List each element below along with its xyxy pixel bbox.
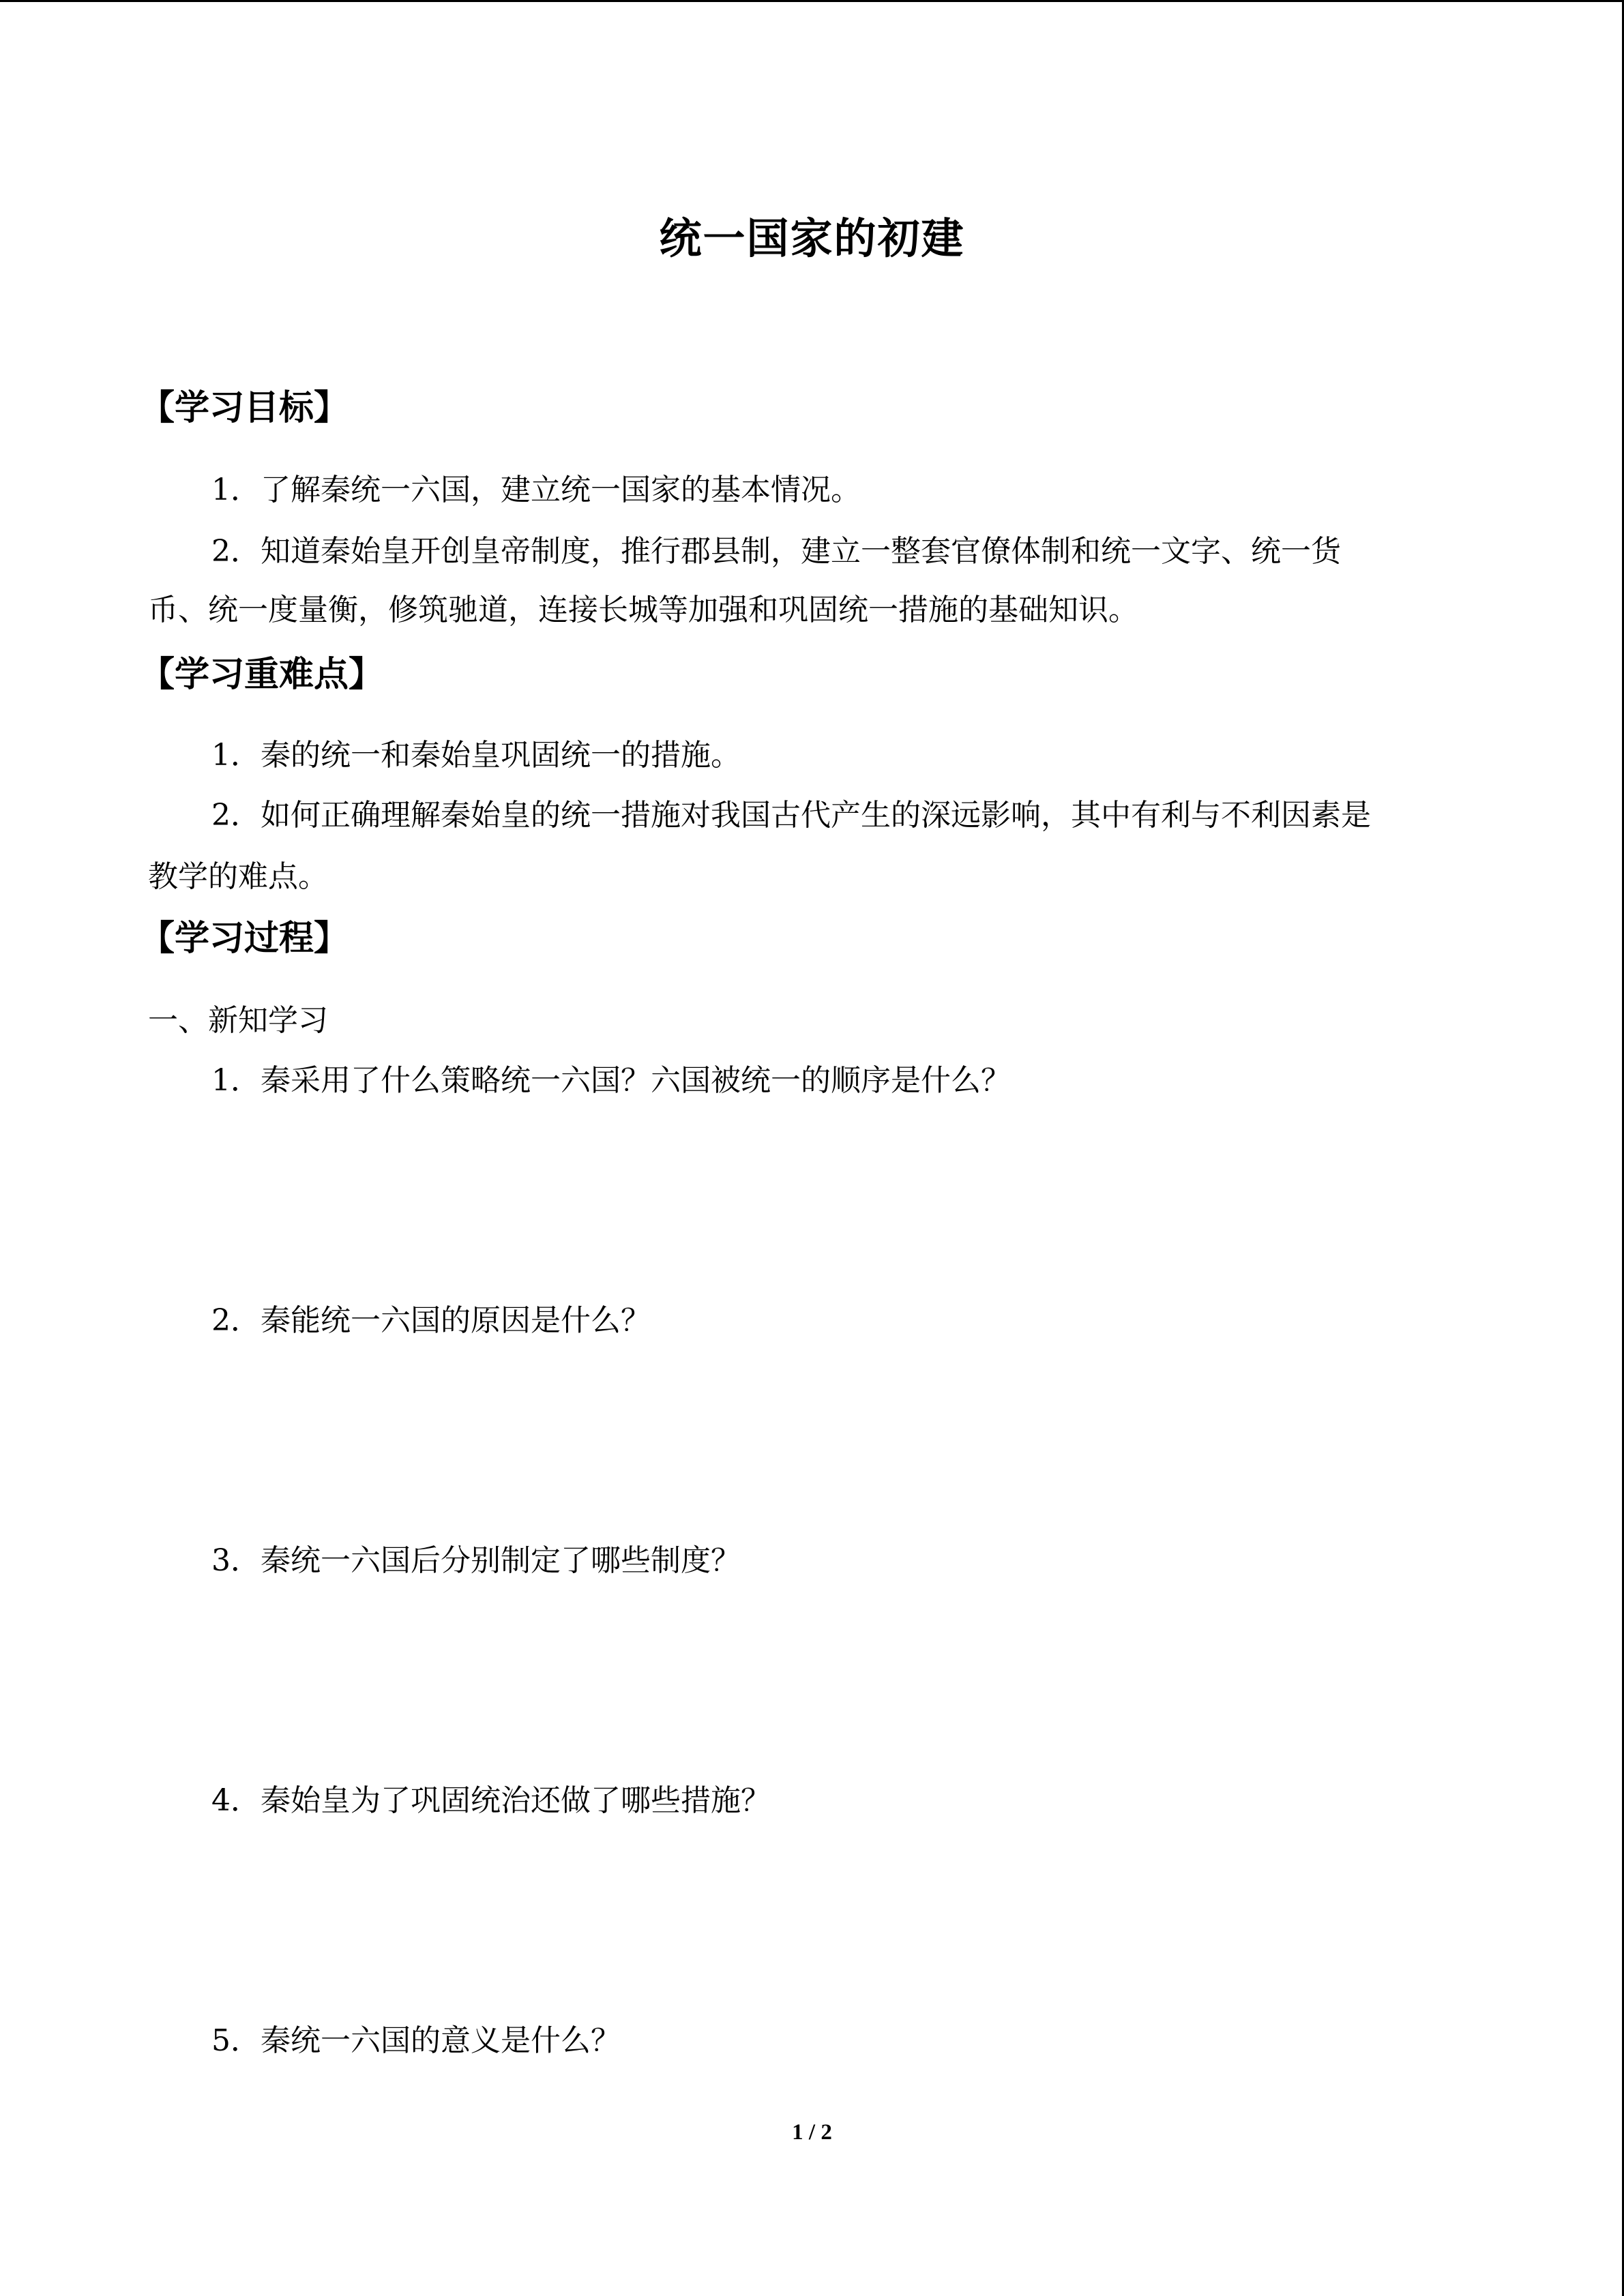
question-1: 1．秦采用了什么策略统一六国？六国被统一的顺序是什么？ [211, 1063, 1011, 1098]
key-point-item-2-line-1: 2．如何正确理解秦始皇的统一措施对我国古代产生的深远影响，其中有利与不利因素是 [211, 798, 1371, 833]
page-border-top [0, 0, 1624, 2]
key-point-item-2-line-2: 教学的难点。 [148, 859, 328, 894]
process-heading: 【学习过程】 [140, 919, 349, 959]
question-2: 2．秦能统一六国的原因是什么？ [211, 1303, 651, 1338]
question-4: 4．秦始皇为了巩固统治还做了哪些措施？ [211, 1783, 771, 1818]
objective-item-2-line-2: 币、统一度量衡，修筑驰道，连接长城等加强和巩固统一措施的基础知识。 [148, 593, 1138, 627]
key-points-heading: 【学习重难点】 [140, 655, 384, 695]
question-5: 5．秦统一六国的意义是什么？ [211, 2023, 621, 2058]
page-number: 1 / 2 [792, 2120, 832, 2145]
process-subheading: 一、新知学习 [148, 1003, 328, 1038]
question-3: 3．秦统一六国后分别制定了哪些制度？ [211, 1543, 741, 1578]
objective-item-2-line-1: 2．知道秦始皇开创皇帝制度，推行郡县制，建立一整套官僚体制和统一文字、统一货 [211, 534, 1341, 569]
objective-item-1: 1．了解秦统一六国，建立统一国家的基本情况。 [211, 473, 861, 507]
document-title: 统一国家的初建 [659, 213, 965, 263]
key-point-item-1: 1．秦的统一和秦始皇巩固统一的措施。 [211, 738, 741, 773]
objectives-heading: 【学习目标】 [140, 388, 349, 428]
